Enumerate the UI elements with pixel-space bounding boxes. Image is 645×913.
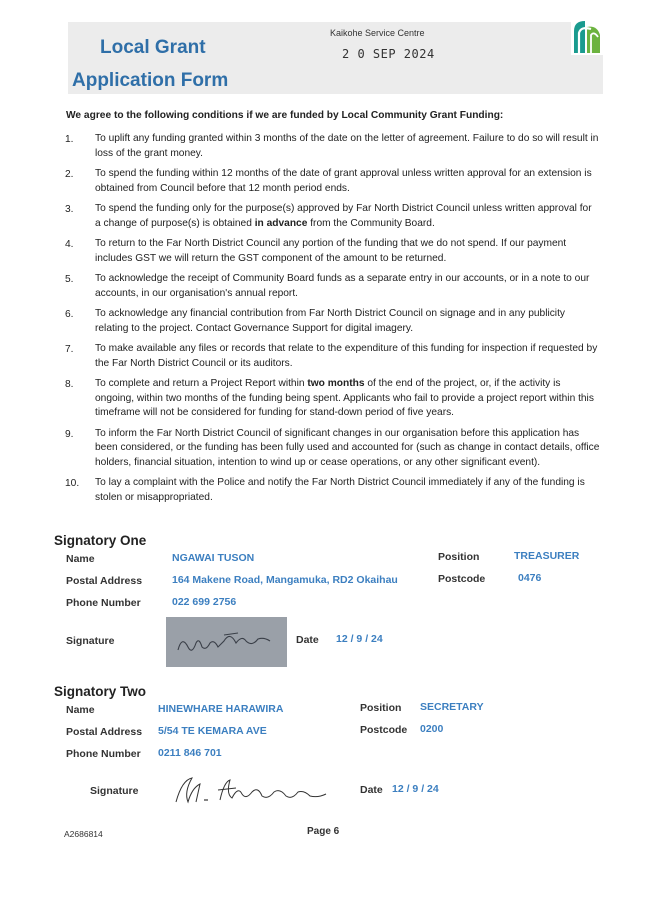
signatory-one-signature-image [166, 617, 287, 667]
condition-text [95, 200, 600, 231]
signatory-one-date: 12 / 9 / 24 [336, 633, 383, 645]
signatory-two-postcode-label: Postcode [360, 724, 408, 736]
signatory-one-signature-label: Signature [66, 635, 115, 647]
condition-number: 8. [65, 379, 74, 390]
condition-number: 2. [65, 169, 74, 180]
signatory-two-position-label: Position [360, 702, 402, 714]
signatory-one-heading: Signatory One [54, 533, 147, 548]
document-code: A2686814 [64, 829, 103, 839]
condition-item [60, 375, 600, 421]
condition-emphasis: two months [307, 378, 365, 389]
condition-item [60, 425, 600, 471]
conditions-list [60, 130, 600, 509]
condition-text: To uplift any funding granted within 3 months of the date on the letter of agreement. Failure to do so will result in loss of the grant money. [95, 133, 599, 159]
condition-number: 7. [65, 344, 74, 355]
signatory-two-address-label: Postal Address [66, 726, 143, 738]
condition-number: 3. [65, 204, 74, 215]
signatory-two-name: HINEWHARE HARAWIRA [158, 703, 284, 715]
condition-text: To lay a complaint with the Police and notify the Far North District Council immediately if any of the funding is stolen or misappropriated. [95, 477, 585, 503]
condition-number: 1. [65, 134, 74, 145]
signatory-one-date-label: Date [296, 634, 319, 646]
condition-text: To acknowledge any financial contribution from Far North District Council on signage and in any publicity relating to the project. Contact Governance Support for digital imagery. [95, 308, 565, 334]
condition-item [60, 270, 600, 301]
condition-item [60, 474, 600, 505]
condition-text: To return to the Far North District Council any portion of the funding that we do not spend. If our payment includes GST we will return the GST component of the amount to be returned. [95, 238, 567, 264]
received-stamp-date: 2 0 SEP 2024 [342, 47, 435, 61]
condition-item [60, 200, 600, 231]
condition-text [95, 375, 600, 421]
condition-item [60, 130, 600, 161]
signatory-two-date: 12 / 9 / 24 [392, 783, 439, 795]
condition-item [60, 165, 600, 196]
condition-text-part: from the Community Board. [307, 217, 435, 229]
condition-text-part: To spend the funding only for the purpose(s) approved by Far North District Council unless written approval for a change of purpose(s) is obtained [95, 203, 592, 229]
conditions-intro: We agree to the following conditions if we are funded by Local Community Grant Funding: [66, 110, 504, 121]
signatory-two-date-label: Date [360, 784, 383, 796]
signatory-two-phone: 0211 846 701 [158, 747, 222, 759]
signatory-one-address-label: Postal Address [66, 575, 143, 587]
condition-item [60, 340, 600, 371]
signatory-one-address: 164 Makene Road, Mangamuka, RD2 Okaihau [172, 574, 398, 586]
condition-text: To make available any files or records that relate to the expenditure of this funding for inspection if requested by the Far North District Council or its auditors. [95, 343, 598, 369]
condition-number: 10. [65, 478, 80, 489]
condition-number: 5. [65, 274, 74, 285]
form-title-line2: Application Form [72, 70, 229, 91]
signatory-two-address: 5/54 TE KEMARA AVE [158, 725, 267, 737]
condition-item [60, 235, 600, 266]
condition-number: 4. [65, 239, 74, 250]
condition-text-part: To complete and return a Project Report within [95, 378, 308, 389]
condition-emphasis: in advance [254, 217, 308, 229]
signatory-two-phone-label: Phone Number [66, 748, 141, 760]
signatory-one-postcode: 0476 [518, 572, 542, 584]
signatory-two-name-label: Name [66, 704, 95, 716]
signatory-one-phone-label: Phone Number [66, 597, 141, 609]
form-title-line1: Local Grant [100, 37, 206, 58]
signatory-two-position: SECRETARY [420, 701, 484, 713]
signatory-two-postcode: 0200 [420, 723, 444, 735]
condition-text-part: of the end of the project, or, if the activity is ongoing, within two months of the funding being spent. Applicants who fail to provide a project report within this timeframe will not be considered for funding for stand-down period of five years. [95, 378, 594, 418]
signatory-one-name-label: Name [66, 553, 95, 565]
signatory-two-signature-label: Signature [90, 785, 139, 797]
received-stamp-centre: Kaikohe Service Centre [330, 28, 425, 38]
signatory-one-name: NGAWAI TUSON [172, 552, 255, 564]
signatory-two-heading: Signatory Two [54, 684, 147, 699]
condition-number: 6. [65, 309, 74, 320]
signatory-one-position: TREASURER [514, 550, 580, 562]
condition-text: To inform the Far North District Council of significant changes in our organisation before this application has been considered, or the funding has been fully used and accounted for (such as change in contact details, office holders, financial situation, intention to wind up or cease operations, or any other significant event). [95, 427, 600, 468]
council-logo-icon [571, 17, 603, 55]
signatory-one-postcode-label: Postcode [438, 573, 486, 585]
condition-text: To acknowledge the receipt of Community Board funds as a separate entry in our accounts, or in a note to our accounts, in our organisation's annual report. [95, 273, 590, 299]
page-number: Page 6 [307, 826, 340, 837]
condition-item [60, 305, 600, 336]
condition-number: 9. [65, 428, 74, 440]
signatory-two-signature-image [170, 772, 342, 808]
signatory-one-phone: 022 699 2756 [172, 596, 237, 608]
condition-text: To spend the funding within 12 months of the date of grant approval unless written approval for an extension is obtained from Council before that 12 month period ends. [95, 168, 592, 194]
signatory-one-position-label: Position [438, 551, 480, 563]
